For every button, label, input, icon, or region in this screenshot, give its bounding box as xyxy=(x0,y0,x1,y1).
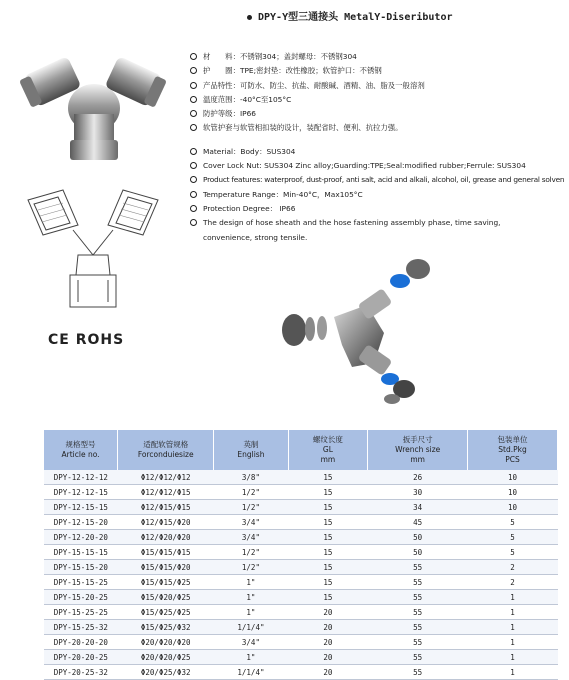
table-cell: 1/1/4" xyxy=(214,665,288,680)
table-cell: 5 xyxy=(468,515,558,530)
table-cell: 3/8" xyxy=(214,470,288,485)
spec-item: 材 料：不锈钢304；盖封螺母：不锈钢304 xyxy=(190,50,565,64)
table-cell: 55 xyxy=(368,650,468,665)
table-cell: DPY-15-25-25 xyxy=(44,605,118,620)
table-cell: DPY-12-12-12 xyxy=(44,470,118,485)
table-cell: DPY-20-20-20 xyxy=(44,635,118,650)
table-row xyxy=(44,515,558,530)
table-cell: 20 xyxy=(288,635,368,650)
table-row xyxy=(44,650,558,665)
table-cell: 55 xyxy=(368,605,468,620)
table-cell: Φ12/Φ12/Φ12 xyxy=(118,470,214,485)
table-cell: 15 xyxy=(288,470,368,485)
spec-item: Cover Lock Nut: SUS304 Zinc alloy;Guarding:TPE;Seal:modified rubber;Ferrule: SUS304 xyxy=(190,159,565,173)
spec-item: The design of hose sheath and the hose fastening assembly phase, time saving, convenience, strong tensile. xyxy=(190,216,565,245)
table-cell: 34 xyxy=(368,500,468,515)
bullet-icon xyxy=(190,96,197,103)
spec-item: 温度范围：-40°C至105°C xyxy=(190,93,565,107)
table-cell: 15 xyxy=(288,485,368,500)
table-cell: 1 xyxy=(468,605,558,620)
table-cell: 55 xyxy=(368,560,468,575)
table-row xyxy=(44,620,558,635)
table-cell: 55 xyxy=(368,575,468,590)
bullet-icon xyxy=(190,191,197,198)
table-cell: DPY-15-25-32 xyxy=(44,620,118,635)
table-cell: Φ12/Φ15/Φ20 xyxy=(118,515,214,530)
product-photo xyxy=(18,44,168,164)
table-cell: 1" xyxy=(214,575,288,590)
bullet-icon xyxy=(190,110,197,117)
technical-drawing xyxy=(18,180,168,315)
table-cell: 20 xyxy=(288,665,368,680)
bullet-icon xyxy=(190,176,197,183)
bullet-icon xyxy=(190,219,197,226)
table-row xyxy=(44,635,558,650)
exploded-view-photo xyxy=(272,255,442,415)
table-cell: 3/4" xyxy=(214,530,288,545)
table-row xyxy=(44,590,558,605)
table-cell: 3/4" xyxy=(214,515,288,530)
table-cell: 55 xyxy=(368,590,468,605)
table-cell: Φ15/Φ15/Φ15 xyxy=(118,545,214,560)
table-row xyxy=(44,530,558,545)
table-cell: 55 xyxy=(368,665,468,680)
table-cell: Φ12/Φ20/Φ20 xyxy=(118,530,214,545)
table-cell: Φ15/Φ15/Φ25 xyxy=(118,575,214,590)
bullet-icon xyxy=(190,148,197,155)
table-row xyxy=(44,500,558,515)
table-cell: DPY-20-20-25 xyxy=(44,650,118,665)
table-cell: 20 xyxy=(288,650,368,665)
table-cell: Φ15/Φ15/Φ20 xyxy=(118,560,214,575)
spec-item: Protection Degree： IP66 xyxy=(190,202,565,216)
spec-item: 产品特性：可防水、防尘、抗盐、耐酸碱、酒精、油、脂及一般溶剂 xyxy=(190,79,565,93)
table-cell: 1 xyxy=(468,620,558,635)
spec-item: Product features: waterproof, dust-proof, anti salt, acid and alkali, alcohol, oil, grease and general solven xyxy=(190,173,565,187)
table-cell: 1" xyxy=(214,590,288,605)
table-cell: 15 xyxy=(288,515,368,530)
table-cell: 5 xyxy=(468,530,558,545)
table-cell: 1/2" xyxy=(214,545,288,560)
table-cell: DPY-15-15-15 xyxy=(44,545,118,560)
title-bullet-icon xyxy=(247,15,252,20)
table-cell: 10 xyxy=(468,500,558,515)
table-cell: 1/2" xyxy=(214,485,288,500)
table-cell: 15 xyxy=(288,560,368,575)
table-cell: 10 xyxy=(468,470,558,485)
table-row xyxy=(44,605,558,620)
table-cell: Φ12/Φ12/Φ15 xyxy=(118,485,214,500)
table-cell: DPY-12-20-20 xyxy=(44,530,118,545)
table-cell: 10 xyxy=(468,485,558,500)
table-cell: 1 xyxy=(468,590,558,605)
spec-item: Temperature Range：Min-40°C，Max105°C xyxy=(190,188,565,202)
spec-item: Material：Body：SUS304 xyxy=(190,145,565,159)
page-title-text: DPY-Y型三通接头 MetalY-Diseributor xyxy=(258,12,453,23)
spec-item: 防护等级：IP66 xyxy=(190,107,565,121)
bullet-icon xyxy=(190,67,197,74)
certification-label: CE ROHS xyxy=(48,332,125,348)
column-header: 英制 English xyxy=(214,430,288,470)
bullet-icon xyxy=(190,205,197,212)
table-cell: 2 xyxy=(468,575,558,590)
table-cell: 30 xyxy=(368,485,468,500)
table-cell: Φ12/Φ15/Φ15 xyxy=(118,500,214,515)
column-header: 规格型号 Article no. xyxy=(44,430,118,470)
table-cell: 45 xyxy=(368,515,468,530)
table-cell: DPY-15-15-20 xyxy=(44,560,118,575)
table-cell: DPY-12-15-20 xyxy=(44,515,118,530)
table-cell: Φ15/Φ25/Φ32 xyxy=(118,620,214,635)
table-cell: 1" xyxy=(214,650,288,665)
table-cell: 50 xyxy=(368,530,468,545)
table-cell: 3/4" xyxy=(214,635,288,650)
table-cell: 55 xyxy=(368,620,468,635)
table-cell: Φ20/Φ20/Φ25 xyxy=(118,650,214,665)
table-cell: Φ20/Φ20/Φ20 xyxy=(118,635,214,650)
spec-table xyxy=(44,430,558,680)
spec-list xyxy=(190,50,565,245)
table-cell: 1 xyxy=(468,665,558,680)
table-row xyxy=(44,545,558,560)
column-header: 螺纹长度 GL mm xyxy=(288,430,368,470)
bullet-icon xyxy=(190,124,197,131)
table-row xyxy=(44,575,558,590)
table-cell: 15 xyxy=(288,530,368,545)
bullet-icon xyxy=(190,162,197,169)
table-cell: DPY-15-20-25 xyxy=(44,590,118,605)
table-cell: 1/2" xyxy=(214,560,288,575)
table-cell: 15 xyxy=(288,575,368,590)
table-cell: 20 xyxy=(288,605,368,620)
table-cell: 1 xyxy=(468,635,558,650)
table-row xyxy=(44,485,558,500)
bullet-icon xyxy=(190,82,197,89)
table-cell: 1/1/4" xyxy=(214,620,288,635)
table-cell: 50 xyxy=(368,545,468,560)
bullet-icon xyxy=(190,53,197,60)
table-cell: DPY-12-12-15 xyxy=(44,485,118,500)
table-cell: 15 xyxy=(288,590,368,605)
spec-item: 护 圈：TPE;密封垫：改性橡胶；软管护口：不锈钢 xyxy=(190,64,565,78)
table-row xyxy=(44,560,558,575)
table-cell: 1" xyxy=(214,605,288,620)
table-cell: DPY-15-15-25 xyxy=(44,575,118,590)
table-row xyxy=(44,470,558,485)
table-row xyxy=(44,665,558,680)
column-header: 扳手尺寸 Wrench size mm xyxy=(368,430,468,470)
column-header: 包装单位 Std.Pkg PCS xyxy=(468,430,558,470)
table-cell: Φ15/Φ25/Φ25 xyxy=(118,605,214,620)
table-cell: Φ15/Φ20/Φ25 xyxy=(118,590,214,605)
table-cell: 1/2" xyxy=(214,500,288,515)
table-cell: 26 xyxy=(368,470,468,485)
table-cell: 5 xyxy=(468,545,558,560)
table-cell: 15 xyxy=(288,545,368,560)
table-header-row xyxy=(44,430,558,470)
page-title xyxy=(247,8,453,23)
table-cell: 55 xyxy=(368,635,468,650)
table-cell: 1 xyxy=(468,650,558,665)
column-header: 适配软管规格 Forconduiesize xyxy=(118,430,214,470)
table-cell: 20 xyxy=(288,620,368,635)
table-cell: Φ20/Φ25/Φ32 xyxy=(118,665,214,680)
spec-item: 软管护套与软管相扣装的设计，装配省时、便利、抗拉力强。 xyxy=(190,121,565,135)
table-cell: 15 xyxy=(288,500,368,515)
table-cell: DPY-20-25-32 xyxy=(44,665,118,680)
table-cell: DPY-12-15-15 xyxy=(44,500,118,515)
table-cell: 2 xyxy=(468,560,558,575)
